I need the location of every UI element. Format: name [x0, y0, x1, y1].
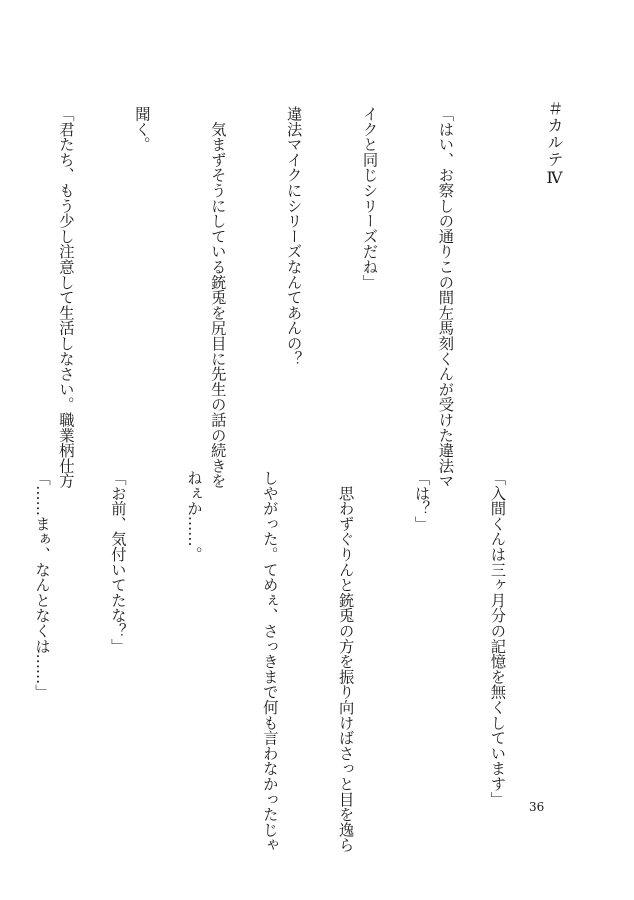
text-line: 「お前、気付いてたな？」 [108, 470, 127, 654]
top-text-block [56, 106, 508, 489]
text-line: しやがった。てめぇ、さっきまで何も言わなかったじゃ [260, 470, 279, 853]
text-line: 「君たち、もう少し注意して生活しなさい。職業柄仕方 [56, 106, 75, 489]
bottom-text-block [33, 470, 560, 853]
text-line [0, 106, 2, 436]
chapter-header: ＃カルテⅣ [545, 100, 564, 188]
text-line: 気まずそうにしている銃兎を尻目に先生の話の続きを [208, 106, 227, 489]
text-line: 「は？」 [412, 470, 431, 532]
text-line: 思わずぐりんと銃兎の方を振り向けばさっと目を逸ら [336, 470, 355, 853]
text-line: 「……まぁ、なんとなくは……」 [33, 470, 52, 700]
text-line: 聞く。 [132, 106, 151, 152]
text-line: イクと同じシリーズだね」 [360, 106, 379, 290]
text-line: 違法マイクにシリーズなんてあんの？ [284, 106, 303, 367]
text-line: ねぇか……。 [184, 470, 203, 562]
text-line: 「入間くんは三ヶ月分の記憶を無くしています」 [488, 470, 507, 807]
text-line: 「はい、お察しの通りこの間左馬刻くんが受けた違法マ [436, 106, 455, 489]
page-number: 36 [529, 800, 545, 814]
